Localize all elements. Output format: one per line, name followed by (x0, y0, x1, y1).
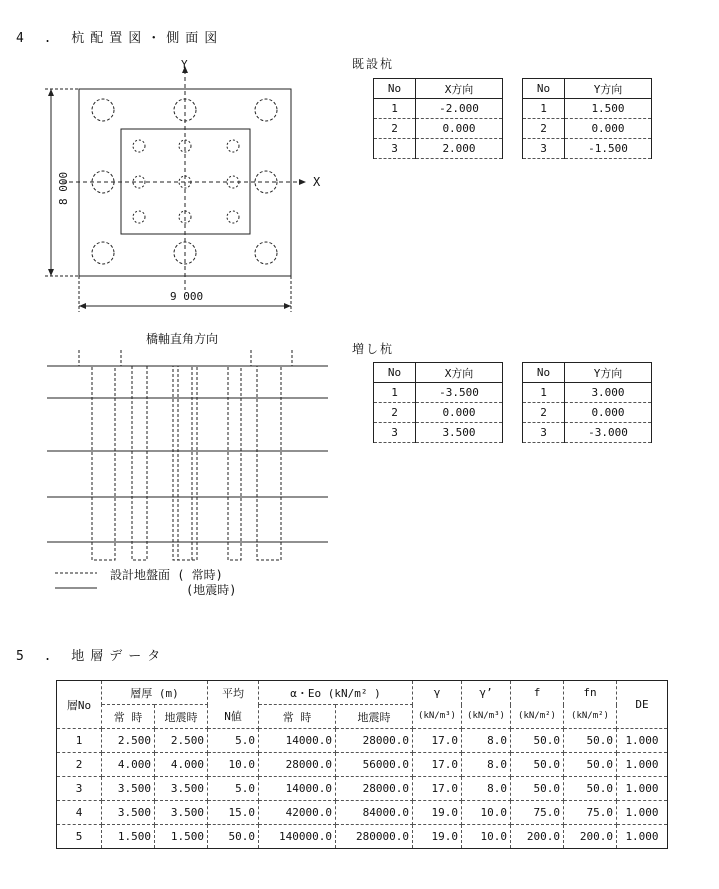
table-cell: 50.0 (564, 753, 617, 777)
table-row: 1 1.500 (523, 99, 652, 119)
table-cell: 2.500 (155, 729, 208, 753)
table-cell: 14000.0 (259, 729, 336, 753)
table-cell: 3.500 (155, 777, 208, 801)
table-cell: 280000.0 (336, 825, 413, 849)
table-cell: 2 (57, 753, 102, 777)
table-row: 3 -3.000 (523, 423, 652, 443)
table-cell: 1.500 (155, 825, 208, 849)
x-axis-arrow-icon (299, 179, 306, 185)
added-piles-title: 増し杭 (352, 342, 395, 356)
table-cell: 1 (57, 729, 102, 753)
section4-heading: 4 . 杭配置図・側面図 (16, 31, 224, 46)
table-cell: 15.0 (208, 801, 259, 825)
table-cell: 200.0 (564, 825, 617, 849)
existing-pile (133, 211, 145, 223)
header-nval: N値 (208, 705, 259, 729)
table-cell: 50.0 (564, 729, 617, 753)
legend-solid-label: (地震時) (186, 583, 237, 597)
legend-dashed-label: 設計地盤面 ( 常時) (110, 568, 223, 582)
table-cell: 5.0 (208, 777, 259, 801)
existing-x-table: No X方向 1 -2.000 2 0.000 3 2.000 (373, 78, 503, 159)
table-cell: 42000.0 (259, 801, 336, 825)
table-cell: 10.0 (462, 825, 511, 849)
header-alpha-eo: α・Eo (kN/m² ) (259, 681, 413, 705)
table-cell: 10.0 (462, 801, 511, 825)
table-cell: 75.0 (564, 801, 617, 825)
table-row: 3 -1.500 (523, 139, 652, 159)
table-row: 1 3.000 (523, 383, 652, 403)
table-cell: 19.0 (413, 801, 462, 825)
table-cell: 5 (57, 825, 102, 849)
added-pile (255, 242, 277, 264)
table-cell: 17.0 (413, 729, 462, 753)
table-row: 1 -2.000 (374, 99, 503, 119)
added-pile (255, 99, 277, 121)
table-cell: 50.0 (511, 777, 564, 801)
dim-vertical-label: 8 000 (57, 171, 70, 205)
header-gamma: γ (413, 681, 462, 705)
table-cell: 3 (57, 777, 102, 801)
header-ae-seismic: 地震時 (336, 705, 413, 729)
table-row: 2 0.000 (374, 119, 503, 139)
header-thick-normal: 常 時 (102, 705, 155, 729)
table-cell: 4.000 (102, 753, 155, 777)
table-row: 3 3.500 (374, 423, 503, 443)
table-cell: 14000.0 (259, 777, 336, 801)
table-cell: 3.500 (102, 801, 155, 825)
header-thickness: 層厚 (m) (102, 681, 208, 705)
table-cell: 1.000 (617, 729, 668, 753)
header-gamma-prime: γ’ (462, 681, 511, 705)
table-cell: 50.0 (511, 753, 564, 777)
side-view (47, 350, 328, 588)
table-row (57, 801, 668, 825)
existing-y-table: No Y方向 1 1.500 2 0.000 3 -1.500 (522, 78, 652, 159)
added-pile (92, 99, 114, 121)
table-cell: 17.0 (413, 753, 462, 777)
table-cell: 1.000 (617, 753, 668, 777)
table-cell: 4.000 (155, 753, 208, 777)
table-cell: 140000.0 (259, 825, 336, 849)
soil-layer-table: 層No 層厚 (m) 平均 α・Eo (kN/m² ) γ γ’ f fn DE 常 時 地震時 N値 常 時 地震時 (kN/m³) (kN/m³) (kN/m²) (kN/m²) 1 2.500 2.500 5.0 14000.0 28000.0 17.0 8.0 50.0 50.0 1.000 2 4.000 4.000 10.0 28000.0 56000.0 17.0 8.0 50.0 50.0 1.000 3 3.500 3.500 5.0 14000.0 28000.0 17.0 8.0 50.0 50.0 1.000 4 3.500 3.500 15.0 42000.0 84000.0 19.0 10.0 75.0 75.0 1.000 5 1.500 1.500 50.0 140000.0 280000.0 19.0 10.0 200.0 200.0 1.000 (56, 680, 668, 849)
table-cell: 10.0 (208, 753, 259, 777)
table-cell: 3.500 (155, 801, 208, 825)
header-fn: fn (564, 681, 617, 705)
table-cell: 2.500 (102, 729, 155, 753)
existing-pile (227, 211, 239, 223)
table-cell: 8.0 (462, 753, 511, 777)
table-row (57, 777, 668, 801)
table-cell: 1.500 (102, 825, 155, 849)
table-row (57, 825, 668, 849)
existing-pile (133, 140, 145, 152)
added-y-table: No Y方向 1 3.000 2 0.000 3 -3.000 (522, 362, 652, 443)
table-row: 2 0.000 (523, 403, 652, 423)
table-cell: 200.0 (511, 825, 564, 849)
table-cell: 1.000 (617, 777, 668, 801)
table-cell: 8.0 (462, 777, 511, 801)
existing-piles-title: 既設杭 (352, 57, 395, 71)
table-cell: 17.0 (413, 777, 462, 801)
table-cell: 50.0 (564, 777, 617, 801)
side-view-title: 橋軸直角方向 (146, 332, 219, 346)
header-layer-no: 層No (57, 681, 102, 729)
header-f: f (511, 681, 564, 705)
table-cell: 1.000 (617, 801, 668, 825)
table-cell: 50.0 (511, 729, 564, 753)
table-cell: 75.0 (511, 801, 564, 825)
added-x-table: No X方向 1 -3.500 2 0.000 3 3.500 (373, 362, 503, 443)
table-row (57, 729, 668, 753)
added-pile (92, 171, 114, 193)
table-cell: 28000.0 (259, 753, 336, 777)
table-cell: 19.0 (413, 825, 462, 849)
table-cell: 1.000 (617, 825, 668, 849)
table-row: 2 0.000 (374, 403, 503, 423)
table-cell: 84000.0 (336, 801, 413, 825)
table-row: 1 -3.500 (374, 383, 503, 403)
section5-heading: 5 . 地層データ (16, 649, 167, 664)
header-de: DE (617, 681, 668, 729)
table-cell: 56000.0 (336, 753, 413, 777)
table-cell: 8.0 (462, 729, 511, 753)
header-avg: 平均 (208, 681, 259, 705)
table-row: 2 0.000 (523, 119, 652, 139)
header-thick-seismic: 地震時 (155, 705, 208, 729)
axis-x-label: X (313, 175, 321, 189)
table-cell: 28000.0 (336, 777, 413, 801)
added-pile (174, 99, 196, 121)
table-row (57, 753, 668, 777)
axis-y-label: Y (181, 58, 188, 71)
header-ae-normal: 常 時 (259, 705, 336, 729)
dim-horizontal-label: 9 000 (170, 290, 204, 303)
table-cell: 4 (57, 801, 102, 825)
existing-pile (227, 140, 239, 152)
table-cell: 3.500 (102, 777, 155, 801)
table-row: 3 2.000 (374, 139, 503, 159)
table-cell: 28000.0 (336, 729, 413, 753)
table-cell: 50.0 (208, 825, 259, 849)
added-pile (92, 242, 114, 264)
table-cell: 5.0 (208, 729, 259, 753)
